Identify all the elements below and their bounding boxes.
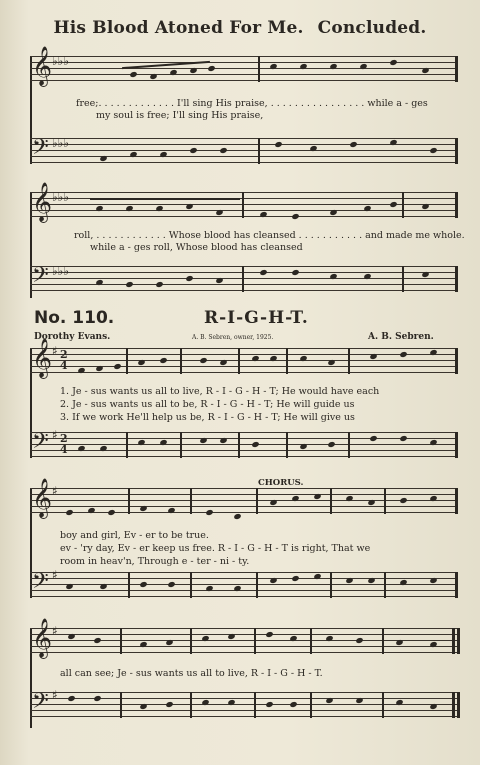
key-signature-icon: ♯ [52,484,58,498]
music-system-1 [30,46,458,165]
author-credit: Dorothy Evans. [34,332,111,342]
bass-staff [30,135,458,165]
treble-clef-icon: 𝄞 [32,618,53,658]
verse-1-lyric: boy and girl, Ev - er to be true. [60,530,209,541]
treble-staff [30,618,458,658]
treble-staff [30,46,458,86]
page-title [0,18,480,38]
music-system-4 [30,478,458,599]
bass-staff [30,263,458,293]
verse-3-lyric: 3. If we work He'll help us be, R - I - G - H - T; He will give us [60,412,355,423]
hymn-number: No. 110. [34,308,115,328]
lyric-line: free;. . . . . . . . . . . . . I'll sing His praise, . . . . . . . . . . . . . . . . while a - ges [76,98,428,109]
bass-staff [30,568,458,599]
treble-clef-icon: 𝄞 [32,478,53,518]
key-signature-icon: ♯ [52,624,58,638]
treble-staff [30,182,458,222]
bass-clef-icon: 𝄢 [32,689,49,719]
treble-clef-icon: 𝄞 [32,46,53,86]
bass-clef-icon: 𝄢 [32,429,49,459]
treble-staff [30,338,458,378]
lyric-line: my soul is free; I'll sing His praise, [96,110,264,121]
treble-clef-icon: 𝄞 [32,338,53,378]
key-signature-icon: ♭♭♭ [52,264,69,278]
hymn-title: R-I-G-H-T. [204,308,309,328]
key-signature-icon: ♯ [52,344,58,358]
verse-2-lyric: ev - 'ry day, Ev - er keep us free. R - I - G - H - T is right, That we [60,543,371,554]
composer-credit: A. B. Sebren. [368,332,434,342]
bass-clef-icon: 𝄢 [32,263,49,293]
lyric-line: while a - ges roll, Whose blood has cleansed [90,242,303,253]
page-title-suffix: Concluded. [317,18,427,38]
key-signature-icon: ♭♭♭ [52,190,69,204]
bass-staff [30,688,458,719]
lyric-line: roll, . . . . . . . . . . . . Whose blood has cleansed . . . . . . . . . . . and made me whole. [74,230,465,241]
verse-2-lyric: 2. Je - sus wants us all to be, R - I - G - H - T; He will guide us [60,399,355,410]
key-signature-icon: ♯ [52,688,58,702]
key-signature-icon: ♯ [52,428,58,442]
music-system-3 [30,338,458,459]
page-title-main: His Blood Atoned For Me. [53,18,304,38]
treble-clef-icon: 𝄞 [32,182,53,222]
key-signature-icon: ♯ [52,568,58,582]
chorus-label: CHORUS. [258,478,304,488]
music-system-2 [30,182,465,293]
copyright-owner: A. B. Sebren, owner, 1925. [192,334,274,341]
music-system-5 [30,618,458,719]
key-signature-icon: ♭♭♭ [52,136,69,150]
time-signature: 2 4 [60,432,68,456]
key-signature-icon: ♭♭♭ [52,54,69,68]
bass-clef-icon: 𝄢 [32,569,49,599]
bass-clef-icon: 𝄢 [32,135,49,165]
verse-3-lyric: room in heav'n, Through e - ter - ni - ty. [60,556,250,567]
bass-staff [30,428,458,459]
lyric-line: all can see; Je - sus wants us all to live, R - I - G - H - T. [60,668,323,679]
time-signature: 2 4 [60,348,68,372]
verse-1-lyric: 1. Je - sus wants us all to live, R - I - G - H - T; He would have each [60,386,380,397]
